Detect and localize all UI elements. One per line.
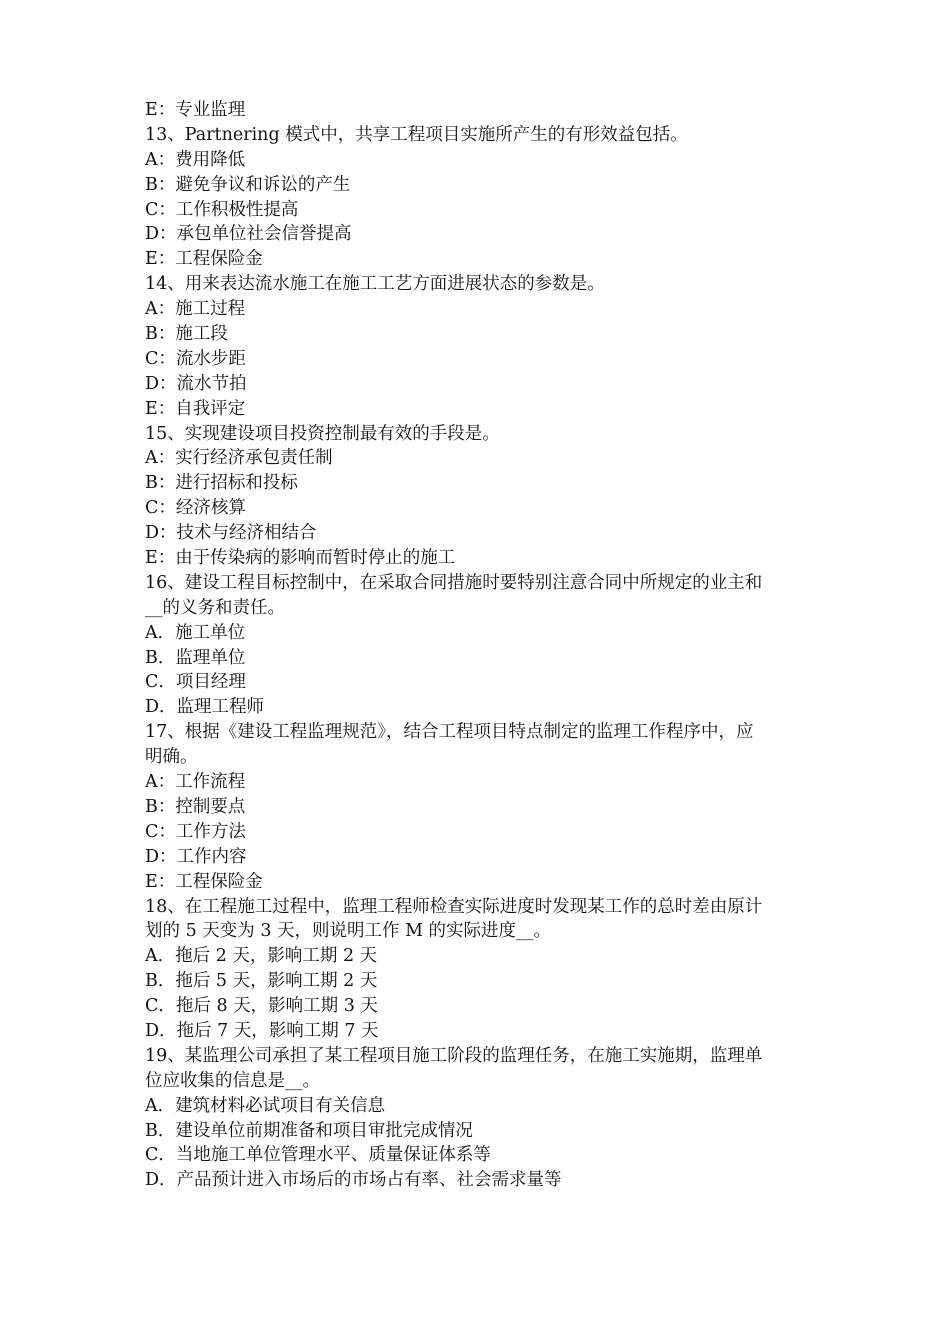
option-a-q18: A．拖后 2 天，影响工期 2 天 (145, 946, 378, 967)
option-e-q13: E：工程保险金 (145, 249, 263, 270)
option-b-q17: B：控制要点 (145, 796, 246, 817)
option-b-q16: B．监理单位 (145, 647, 246, 668)
option-c-q18: C．拖后 8 天，影响工期 3 天 (145, 996, 378, 1017)
question-19-line-1: 19、某监理公司承担了某工程项目施工阶段的监理任务，在施工实施期，监理单 (145, 1045, 763, 1066)
question-13: 13、Partnering 模式中，共享工程项目实施所产生的有形效益包括。 (145, 124, 688, 145)
option-e-q12: E：专业监理 (145, 100, 246, 120)
option-b-q18: B．拖后 5 天，影响工期 2 天 (145, 971, 378, 992)
question-19-line-2: 位应收集的信息是__。 (145, 1070, 320, 1091)
option-a-q14: A：施工过程 (145, 299, 246, 320)
option-e-q17: E：工程保险金 (145, 871, 263, 892)
option-b-q19: B．建设单位前期准备和项目审批完成情况 (145, 1120, 473, 1141)
question-17-line-1: 17、根据《建设工程监理规范》，结合工程项目特点制定的监理工作程序中，应 (145, 722, 754, 743)
option-b-q15: B：进行招标和投标 (145, 473, 298, 494)
option-d-q14: D：流水节拍 (145, 373, 247, 394)
option-c-q15: C：经济核算 (145, 498, 246, 519)
option-e-q14: E：自我评定 (145, 398, 246, 419)
option-d-q17: D：工作内容 (145, 846, 247, 867)
option-d-q15: D：技术与经济相结合 (145, 523, 317, 544)
option-a-q13: A：费用降低 (145, 149, 246, 170)
question-16-line-2: __的义务和责任。 (145, 597, 285, 618)
option-c-q13: C：工作积极性提高 (145, 199, 299, 220)
option-a-q17: A：工作流程 (145, 772, 246, 793)
option-a-q15: A：实行经济承包责任制 (145, 448, 333, 469)
option-c-q19: C．当地施工单位管理水平、质量保证体系等 (145, 1145, 491, 1166)
option-d-q18: D．拖后 7 天，影响工期 7 天 (145, 1020, 379, 1041)
question-15: 15、实现建设项目投资控制最有效的手段是。 (145, 423, 500, 444)
document-page (145, 98, 815, 1193)
option-b-q13: B：避免争议和诉讼的产生 (145, 174, 351, 195)
option-d-q19: D．产品预计进入市场后的市场占有率、社会需求量等 (145, 1170, 562, 1191)
option-e-q15: E：由于传染病的影响而暂时停止的施工 (145, 548, 456, 569)
question-16-line-1: 16、建设工程目标控制中，在采取合同措施时要特别注意合同中所规定的业主和 (145, 572, 763, 593)
option-d-q13: D：承包单位社会信誉提高 (145, 224, 352, 245)
question-18-line-1: 18、在工程施工过程中，监理工程师检查实际进度时发现某工作的总时差由原计 (145, 896, 763, 917)
option-a-q19: A．建筑材料必试项目有关信息 (145, 1095, 386, 1116)
option-a-q16: A．施工单位 (145, 622, 246, 643)
question-17-line-2: 明确。 (145, 747, 198, 768)
option-c-q16: C．项目经理 (145, 672, 246, 693)
question-14: 14、用来表达流水施工在施工工艺方面进展状态的参数是。 (145, 274, 605, 295)
option-b-q14: B：施工段 (145, 324, 228, 345)
option-d-q16: D．监理工程师 (145, 697, 265, 718)
option-c-q14: C：流水步距 (145, 348, 246, 369)
question-18-line-2: 划的 5 天变为 3 天，则说明工作 M 的实际进度__。 (145, 921, 552, 942)
option-c-q17: C：工作方法 (145, 821, 246, 842)
